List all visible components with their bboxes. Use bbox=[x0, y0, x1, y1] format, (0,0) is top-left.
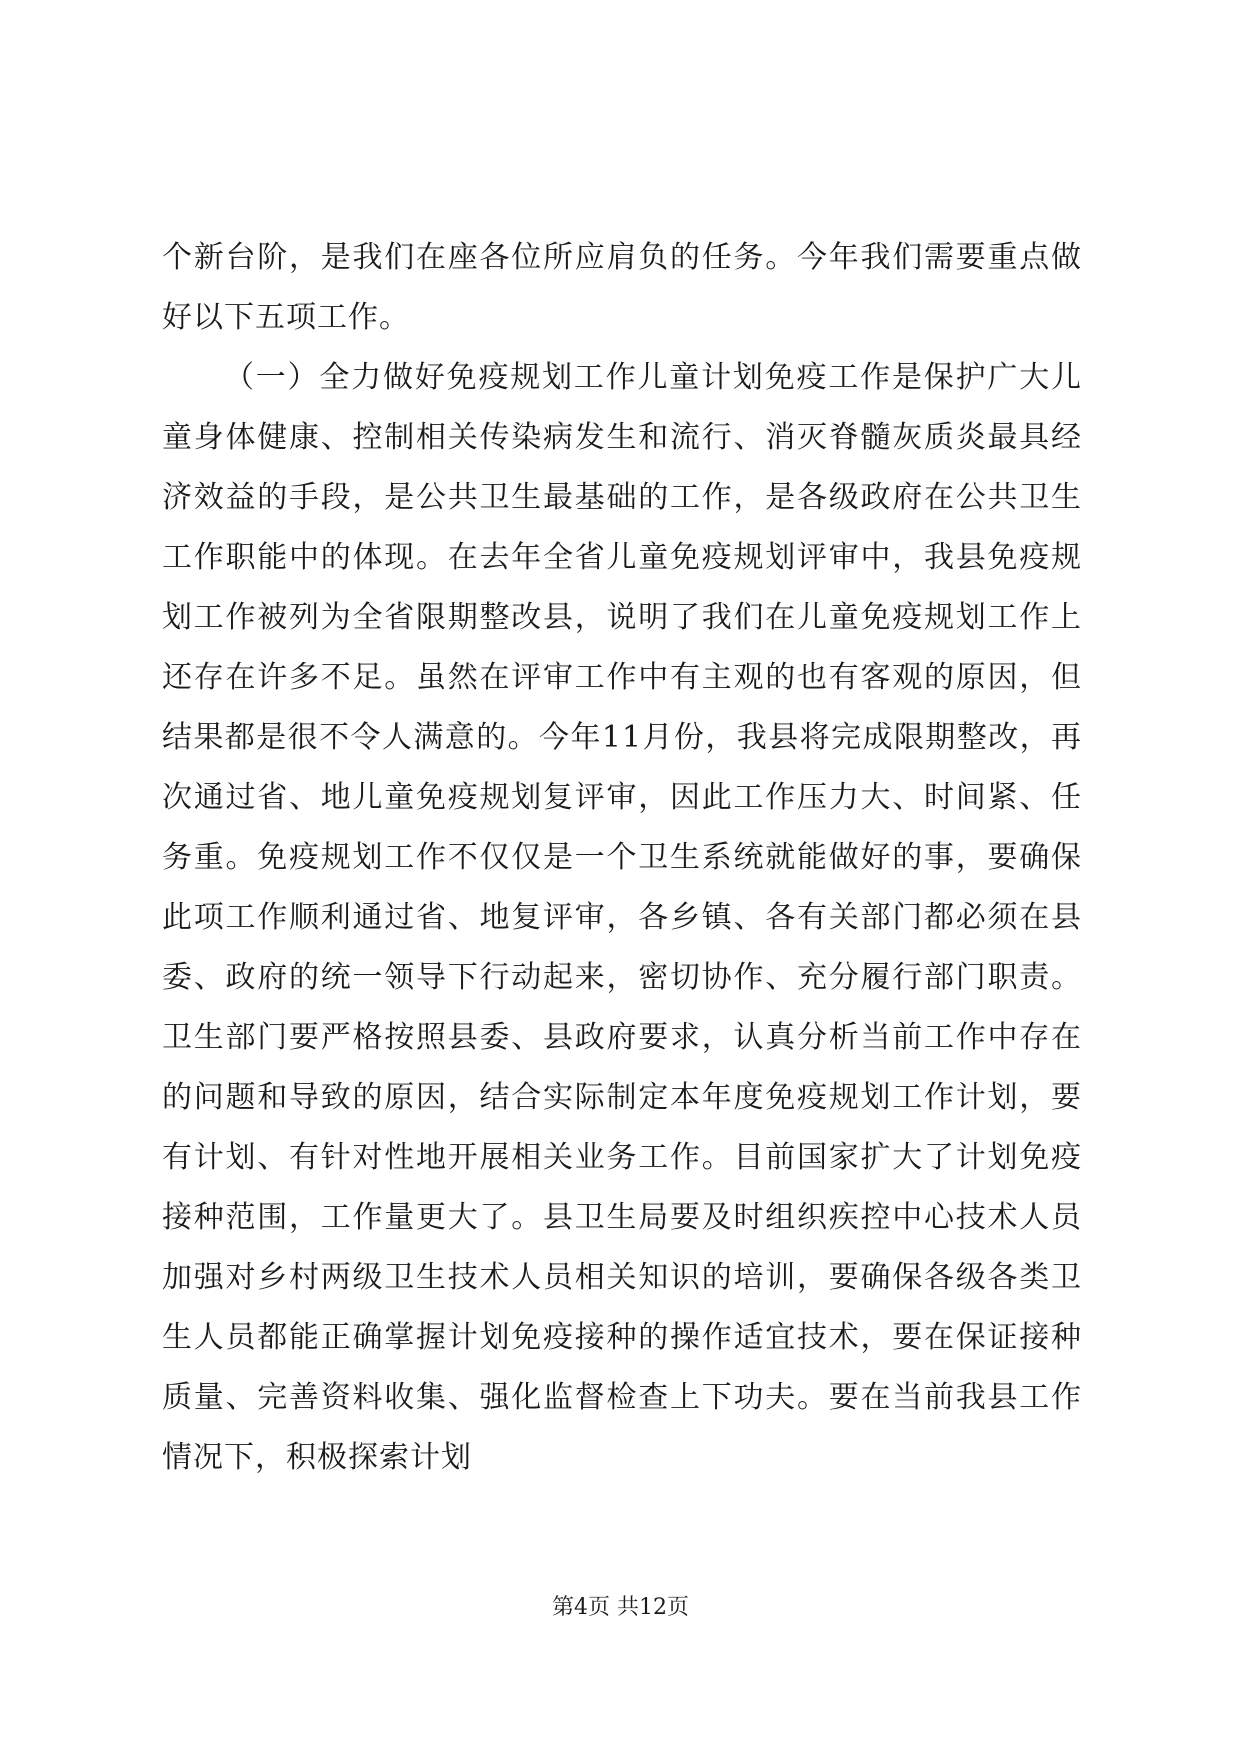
page-number-label: 第4页 共12页 bbox=[552, 1595, 689, 1620]
paragraph-1: 个新台阶，是我们在座各位所应肩负的任务。今年我们需要重点做好以下五项工作。 bbox=[162, 240, 1082, 335]
document-body bbox=[162, 228, 1082, 1488]
page-footer bbox=[0, 1593, 1241, 1623]
paragraph-2: （一）全力做好免疫规划工作儿童计划免疫工作是保护广大儿童身体健康、控制相关传染病发生和流行、消灭脊髓灰质炎最具经济效益的手段，是公共卫生最基础的工作，是各级政府在公共卫生工作职能中的体现。在去年全省儿童免疫规划评审中，我县免疫规划工作被列为全省限期整改县，说明了我们在儿童免疫规划工作上还存在许多不足。虽然在评审工作中有主观的也有客观的原因，但结果都是很不令人满意的。今年11月份，我县将完成限期整改，再次通过省、地儿童免疫规划复评审，因此工作压力大、时间紧、任务重。免疫规划工作不仅仅是一个卫生系统就能做好的事，要确保此项工作顺利通过省、地复评审，各乡镇、各有关部门都必须在县委、政府的统一领导下行动起来，密切协作、充分履行部门职责。卫生部门要严格按照县委、县政府要求，认真分析当前工作中存在的问题和导致的原因，结合实际制定本年度免疫规划工作计划，要有计划、有针对性地开展相关业务工作。目前国家扩大了计划免疫接种范围，工作量更大了。县卫生局要及时组织疾控中心技术人员加强对乡村两级卫生技术人员相关知识的培训，要确保各级各类卫生人员都能正确掌握计划免疫接种的操作适宜技术，要在保证接种质量、完善资料收集、强化监督检查上下功夫。要在当前我县工作情况下，积极探索计划 bbox=[162, 360, 1082, 1475]
